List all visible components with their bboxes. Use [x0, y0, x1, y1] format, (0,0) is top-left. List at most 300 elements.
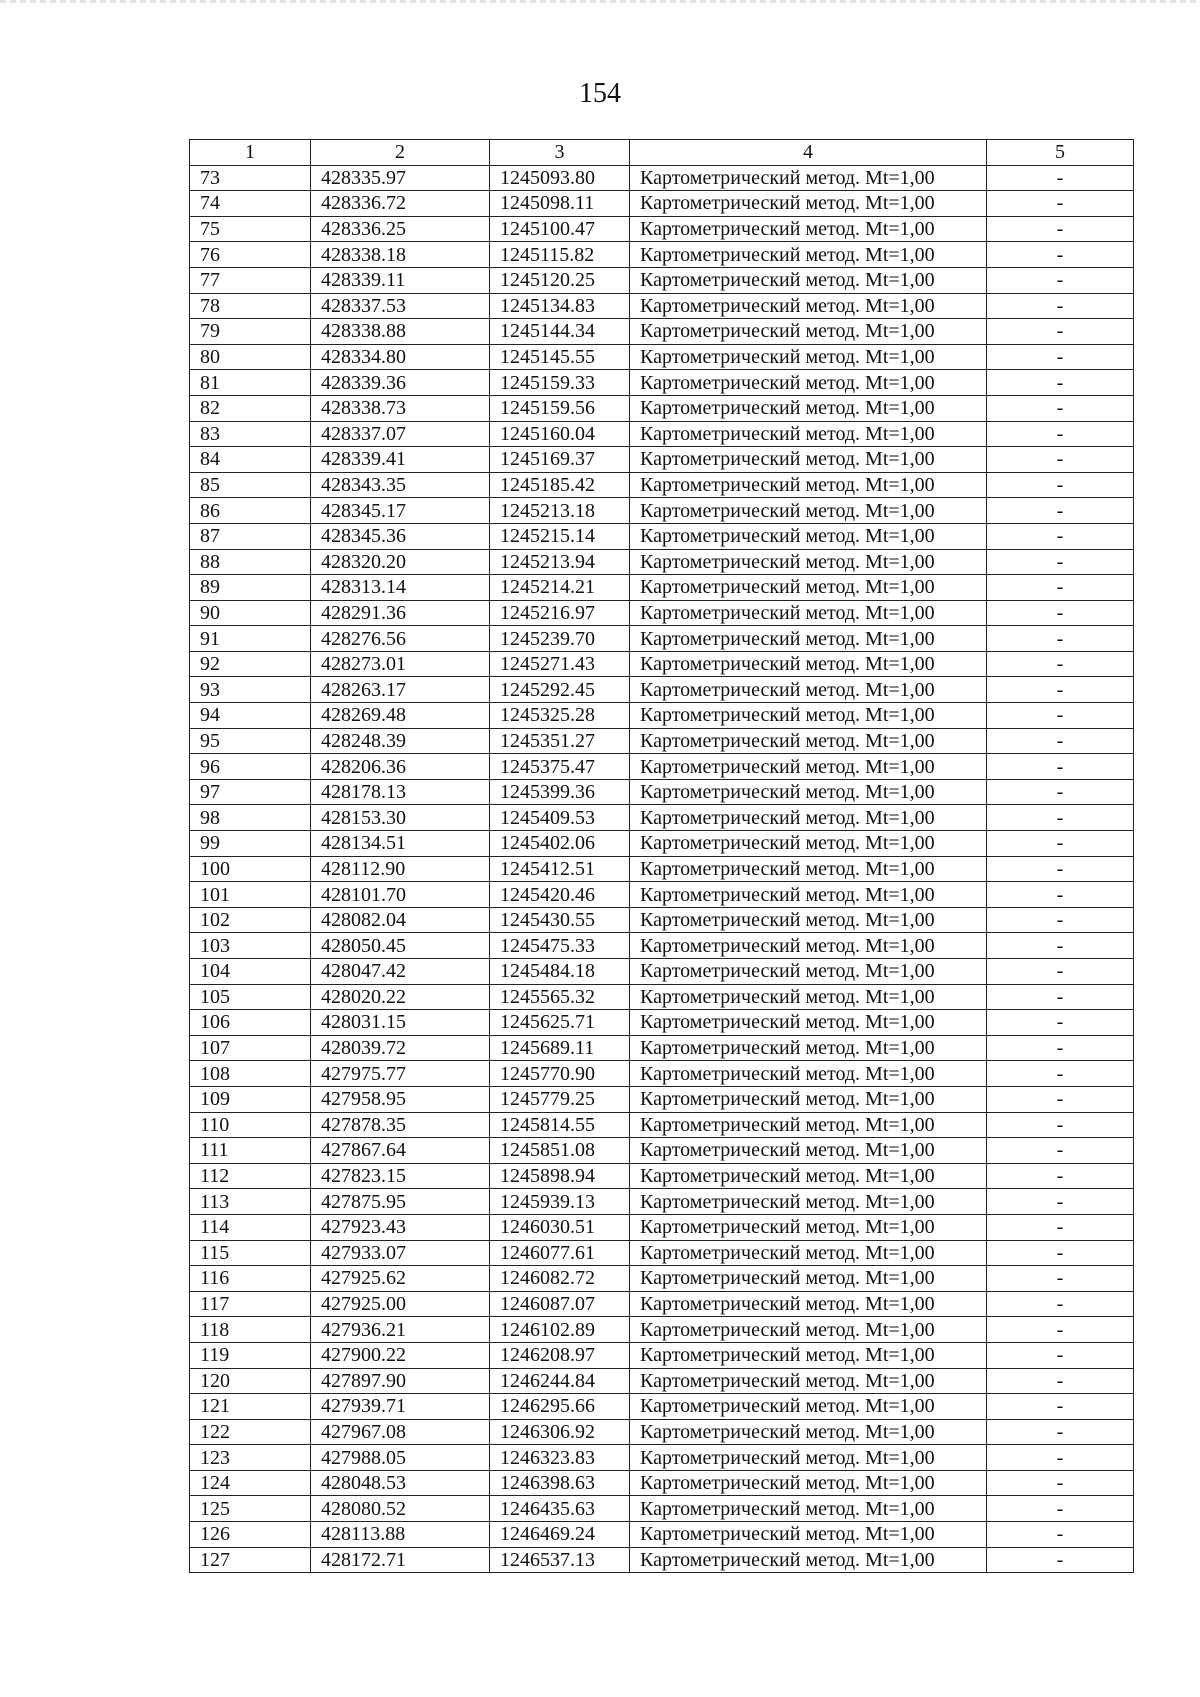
x-coordinate-cell: 428112.90	[311, 856, 490, 882]
x-coordinate-cell: 427897.90	[311, 1368, 490, 1394]
point-number-cell: 101	[190, 882, 311, 908]
y-coordinate-cell: 1245120.25	[490, 267, 630, 293]
method-cell: Картометрический метод. Mt=1,00	[630, 805, 987, 831]
point-number-cell: 116	[190, 1266, 311, 1292]
table-row	[190, 1086, 1134, 1112]
x-coordinate-cell: 428050.45	[311, 933, 490, 959]
method-cell: Картометрический метод. Mt=1,00	[630, 831, 987, 857]
note-cell: -	[987, 1445, 1134, 1471]
point-number-cell: 98	[190, 805, 311, 831]
method-cell: Картометрический метод. Mt=1,00	[630, 933, 987, 959]
x-coordinate-cell: 428178.13	[311, 779, 490, 805]
table-row	[190, 1496, 1134, 1522]
note-cell: -	[987, 984, 1134, 1010]
point-number-cell: 119	[190, 1342, 311, 1368]
header-cell: 1	[190, 140, 311, 166]
x-coordinate-cell: 427939.71	[311, 1394, 490, 1420]
table-row	[190, 831, 1134, 857]
note-cell: -	[987, 1368, 1134, 1394]
y-coordinate-cell: 1245565.32	[490, 984, 630, 1010]
x-coordinate-cell: 428343.35	[311, 472, 490, 498]
page-number: 154	[579, 78, 621, 109]
table-row	[190, 1112, 1134, 1138]
point-number-cell: 94	[190, 703, 311, 729]
method-cell: Картометрический метод. Mt=1,00	[630, 1342, 987, 1368]
y-coordinate-cell: 1245402.06	[490, 831, 630, 857]
table-row	[190, 1394, 1134, 1420]
table-row	[190, 703, 1134, 729]
point-number-cell: 79	[190, 319, 311, 345]
method-cell: Картометрический метод. Mt=1,00	[630, 728, 987, 754]
table-row	[190, 1035, 1134, 1061]
y-coordinate-cell: 1246077.61	[490, 1240, 630, 1266]
point-number-cell: 103	[190, 933, 311, 959]
method-cell: Картометрический метод. Mt=1,00	[630, 293, 987, 319]
point-number-cell: 112	[190, 1163, 311, 1189]
x-coordinate-cell: 428337.53	[311, 293, 490, 319]
method-cell: Картометрический метод. Mt=1,00	[630, 1496, 987, 1522]
table-row	[190, 421, 1134, 447]
point-number-cell: 102	[190, 907, 311, 933]
note-cell: -	[987, 1470, 1134, 1496]
method-cell: Картометрический метод. Mt=1,00	[630, 395, 987, 421]
point-number-cell: 109	[190, 1086, 311, 1112]
point-number-cell: 86	[190, 498, 311, 524]
method-cell: Картометрический метод. Mt=1,00	[630, 1470, 987, 1496]
note-cell: -	[987, 1291, 1134, 1317]
y-coordinate-cell: 1245115.82	[490, 242, 630, 268]
y-coordinate-cell: 1245898.94	[490, 1163, 630, 1189]
note-cell: -	[987, 1547, 1134, 1573]
method-cell: Картометрический метод. Mt=1,00	[630, 1214, 987, 1240]
y-coordinate-cell: 1246295.66	[490, 1394, 630, 1420]
note-cell: -	[987, 472, 1134, 498]
x-coordinate-cell: 428336.25	[311, 216, 490, 242]
y-coordinate-cell: 1245779.25	[490, 1086, 630, 1112]
point-number-cell: 125	[190, 1496, 311, 1522]
x-coordinate-cell: 428345.17	[311, 498, 490, 524]
table-row	[190, 1342, 1134, 1368]
method-cell: Картометрический метод. Mt=1,00	[630, 1112, 987, 1138]
table-row	[190, 779, 1134, 805]
table-row	[190, 447, 1134, 473]
point-number-cell: 99	[190, 831, 311, 857]
method-cell: Картометрический метод. Mt=1,00	[630, 600, 987, 626]
y-coordinate-cell: 1246398.63	[490, 1470, 630, 1496]
note-cell: -	[987, 549, 1134, 575]
x-coordinate-cell: 428291.36	[311, 600, 490, 626]
note-cell: -	[987, 856, 1134, 882]
y-coordinate-cell: 1245292.45	[490, 677, 630, 703]
y-coordinate-cell: 1246102.89	[490, 1317, 630, 1343]
y-coordinate-cell: 1246435.63	[490, 1496, 630, 1522]
method-cell: Картометрический метод. Mt=1,00	[630, 907, 987, 933]
y-coordinate-cell: 1245814.55	[490, 1112, 630, 1138]
x-coordinate-cell: 428153.30	[311, 805, 490, 831]
header-cell: 4	[630, 140, 987, 166]
y-coordinate-cell: 1246082.72	[490, 1266, 630, 1292]
table-row	[190, 1240, 1134, 1266]
point-number-cell: 88	[190, 549, 311, 575]
method-cell: Картометрический метод. Mt=1,00	[630, 267, 987, 293]
table-row	[190, 242, 1134, 268]
note-cell: -	[987, 267, 1134, 293]
y-coordinate-cell: 1245216.97	[490, 600, 630, 626]
note-cell: -	[987, 677, 1134, 703]
note-cell: -	[987, 1035, 1134, 1061]
method-cell: Картометрический метод. Mt=1,00	[630, 984, 987, 1010]
table-row	[190, 1010, 1134, 1036]
x-coordinate-cell: 428345.36	[311, 523, 490, 549]
y-coordinate-cell: 1245239.70	[490, 626, 630, 652]
note-cell: -	[987, 1086, 1134, 1112]
note-cell: -	[987, 600, 1134, 626]
point-number-cell: 124	[190, 1470, 311, 1496]
x-coordinate-cell: 427933.07	[311, 1240, 490, 1266]
note-cell: -	[987, 831, 1134, 857]
table-row	[190, 523, 1134, 549]
point-number-cell: 113	[190, 1189, 311, 1215]
x-coordinate-cell: 428048.53	[311, 1470, 490, 1496]
table-row	[190, 1189, 1134, 1215]
y-coordinate-cell: 1245159.56	[490, 395, 630, 421]
table-header-row	[190, 140, 1134, 166]
y-coordinate-cell: 1245213.18	[490, 498, 630, 524]
note-cell: -	[987, 575, 1134, 601]
point-number-cell: 90	[190, 600, 311, 626]
point-number-cell: 77	[190, 267, 311, 293]
note-cell: -	[987, 395, 1134, 421]
table-row	[190, 984, 1134, 1010]
y-coordinate-cell: 1245412.51	[490, 856, 630, 882]
method-cell: Картометрический метод. Mt=1,00	[630, 1240, 987, 1266]
method-cell: Картометрический метод. Mt=1,00	[630, 1394, 987, 1420]
y-coordinate-cell: 1246087.07	[490, 1291, 630, 1317]
note-cell: -	[987, 344, 1134, 370]
x-coordinate-cell: 428206.36	[311, 754, 490, 780]
y-coordinate-cell: 1245484.18	[490, 959, 630, 985]
y-coordinate-cell: 1245093.80	[490, 165, 630, 191]
note-cell: -	[987, 1138, 1134, 1164]
table-row	[190, 267, 1134, 293]
x-coordinate-cell: 428172.71	[311, 1547, 490, 1573]
note-cell: -	[987, 805, 1134, 831]
note-cell: -	[987, 523, 1134, 549]
note-cell: -	[987, 293, 1134, 319]
method-cell: Картометрический метод. Mt=1,00	[630, 1419, 987, 1445]
y-coordinate-cell: 1245409.53	[490, 805, 630, 831]
x-coordinate-cell: 428337.07	[311, 421, 490, 447]
note-cell: -	[987, 319, 1134, 345]
header-cell: 5	[987, 140, 1134, 166]
y-coordinate-cell: 1246244.84	[490, 1368, 630, 1394]
note-cell: -	[987, 1317, 1134, 1343]
point-number-cell: 92	[190, 651, 311, 677]
note-cell: -	[987, 1496, 1134, 1522]
y-coordinate-cell: 1245939.13	[490, 1189, 630, 1215]
method-cell: Картометрический метод. Mt=1,00	[630, 165, 987, 191]
point-number-cell: 75	[190, 216, 311, 242]
header-cell: 2	[311, 140, 490, 166]
x-coordinate-cell: 428320.20	[311, 549, 490, 575]
point-number-cell: 82	[190, 395, 311, 421]
x-coordinate-cell: 428336.72	[311, 191, 490, 217]
note-cell: -	[987, 1189, 1134, 1215]
table-row	[190, 191, 1134, 217]
x-coordinate-cell: 428031.15	[311, 1010, 490, 1036]
table-row	[190, 882, 1134, 908]
note-cell: -	[987, 1522, 1134, 1548]
note-cell: -	[987, 754, 1134, 780]
point-number-cell: 97	[190, 779, 311, 805]
method-cell: Картометрический метод. Mt=1,00	[630, 703, 987, 729]
point-number-cell: 104	[190, 959, 311, 985]
point-number-cell: 121	[190, 1394, 311, 1420]
table-row	[190, 856, 1134, 882]
x-coordinate-cell: 428047.42	[311, 959, 490, 985]
method-cell: Картометрический метод. Mt=1,00	[630, 549, 987, 575]
table-row	[190, 1368, 1134, 1394]
note-cell: -	[987, 779, 1134, 805]
x-coordinate-cell: 428339.36	[311, 370, 490, 396]
table-row	[190, 1138, 1134, 1164]
note-cell: -	[987, 447, 1134, 473]
y-coordinate-cell: 1245213.94	[490, 549, 630, 575]
method-cell: Картометрический метод. Mt=1,00	[630, 1035, 987, 1061]
x-coordinate-cell: 428276.56	[311, 626, 490, 652]
note-cell: -	[987, 165, 1134, 191]
table-row	[190, 165, 1134, 191]
note-cell: -	[987, 421, 1134, 447]
method-cell: Картометрический метод. Mt=1,00	[630, 1522, 987, 1548]
y-coordinate-cell: 1246469.24	[490, 1522, 630, 1548]
table-row	[190, 600, 1134, 626]
table-row	[190, 626, 1134, 652]
x-coordinate-cell: 428273.01	[311, 651, 490, 677]
x-coordinate-cell: 427900.22	[311, 1342, 490, 1368]
point-number-cell: 89	[190, 575, 311, 601]
x-coordinate-cell: 427867.64	[311, 1138, 490, 1164]
method-cell: Картометрический метод. Mt=1,00	[630, 1189, 987, 1215]
point-number-cell: 118	[190, 1317, 311, 1343]
method-cell: Картометрический метод. Mt=1,00	[630, 447, 987, 473]
table-row	[190, 1061, 1134, 1087]
x-coordinate-cell: 427923.43	[311, 1214, 490, 1240]
table-row	[190, 1522, 1134, 1548]
x-coordinate-cell: 428263.17	[311, 677, 490, 703]
table-row	[190, 395, 1134, 421]
point-number-cell: 114	[190, 1214, 311, 1240]
x-coordinate-cell: 427958.95	[311, 1086, 490, 1112]
point-number-cell: 117	[190, 1291, 311, 1317]
note-cell: -	[987, 959, 1134, 985]
method-cell: Картометрический метод. Mt=1,00	[630, 1266, 987, 1292]
y-coordinate-cell: 1245770.90	[490, 1061, 630, 1087]
y-coordinate-cell: 1245399.36	[490, 779, 630, 805]
note-cell: -	[987, 1214, 1134, 1240]
note-cell: -	[987, 1266, 1134, 1292]
point-number-cell: 115	[190, 1240, 311, 1266]
table-row	[190, 754, 1134, 780]
y-coordinate-cell: 1245375.47	[490, 754, 630, 780]
method-cell: Картометрический метод. Mt=1,00	[630, 575, 987, 601]
table-row	[190, 1470, 1134, 1496]
x-coordinate-cell: 427878.35	[311, 1112, 490, 1138]
x-coordinate-cell: 427967.08	[311, 1419, 490, 1445]
point-number-cell: 127	[190, 1547, 311, 1573]
y-coordinate-cell: 1246323.83	[490, 1445, 630, 1471]
table-row	[190, 216, 1134, 242]
point-number-cell: 74	[190, 191, 311, 217]
y-coordinate-cell: 1245185.42	[490, 472, 630, 498]
x-coordinate-cell: 427875.95	[311, 1189, 490, 1215]
table-row	[190, 907, 1134, 933]
table-row	[190, 651, 1134, 677]
y-coordinate-cell: 1245625.71	[490, 1010, 630, 1036]
point-number-cell: 83	[190, 421, 311, 447]
table-row	[190, 1547, 1134, 1573]
point-number-cell: 106	[190, 1010, 311, 1036]
table-row	[190, 728, 1134, 754]
point-number-cell: 80	[190, 344, 311, 370]
y-coordinate-cell: 1245689.11	[490, 1035, 630, 1061]
note-cell: -	[987, 242, 1134, 268]
coordinates-table	[189, 139, 1134, 1573]
method-cell: Картометрический метод. Mt=1,00	[630, 1317, 987, 1343]
x-coordinate-cell: 427823.15	[311, 1163, 490, 1189]
note-cell: -	[987, 1419, 1134, 1445]
table-row	[190, 575, 1134, 601]
y-coordinate-cell: 1245430.55	[490, 907, 630, 933]
y-coordinate-cell: 1245098.11	[490, 191, 630, 217]
method-cell: Картометрический метод. Mt=1,00	[630, 319, 987, 345]
y-coordinate-cell: 1245271.43	[490, 651, 630, 677]
y-coordinate-cell: 1245325.28	[490, 703, 630, 729]
point-number-cell: 108	[190, 1061, 311, 1087]
x-coordinate-cell: 428338.73	[311, 395, 490, 421]
note-cell: -	[987, 1240, 1134, 1266]
method-cell: Картометрический метод. Mt=1,00	[630, 1010, 987, 1036]
point-number-cell: 73	[190, 165, 311, 191]
x-coordinate-cell: 428339.11	[311, 267, 490, 293]
table-row	[190, 805, 1134, 831]
method-cell: Картометрический метод. Mt=1,00	[630, 1163, 987, 1189]
y-coordinate-cell: 1245475.33	[490, 933, 630, 959]
x-coordinate-cell: 428338.18	[311, 242, 490, 268]
note-cell: -	[987, 191, 1134, 217]
method-cell: Картометрический метод. Mt=1,00	[630, 1086, 987, 1112]
table-row	[190, 933, 1134, 959]
note-cell: -	[987, 907, 1134, 933]
y-coordinate-cell: 1245169.37	[490, 447, 630, 473]
x-coordinate-cell: 427988.05	[311, 1445, 490, 1471]
point-number-cell: 91	[190, 626, 311, 652]
point-number-cell: 123	[190, 1445, 311, 1471]
point-number-cell: 100	[190, 856, 311, 882]
method-cell: Картометрический метод. Mt=1,00	[630, 370, 987, 396]
table-row	[190, 472, 1134, 498]
y-coordinate-cell: 1245100.47	[490, 216, 630, 242]
y-coordinate-cell: 1245351.27	[490, 728, 630, 754]
method-cell: Картометрический метод. Mt=1,00	[630, 754, 987, 780]
x-coordinate-cell: 427925.00	[311, 1291, 490, 1317]
point-number-cell: 107	[190, 1035, 311, 1061]
method-cell: Картометрический метод. Mt=1,00	[630, 191, 987, 217]
table-row	[190, 1214, 1134, 1240]
table-row	[190, 370, 1134, 396]
point-number-cell: 76	[190, 242, 311, 268]
point-number-cell: 95	[190, 728, 311, 754]
note-cell: -	[987, 933, 1134, 959]
x-coordinate-cell: 428339.41	[311, 447, 490, 473]
y-coordinate-cell: 1246537.13	[490, 1547, 630, 1573]
method-cell: Картометрический метод. Mt=1,00	[630, 472, 987, 498]
x-coordinate-cell: 427936.21	[311, 1317, 490, 1343]
point-number-cell: 105	[190, 984, 311, 1010]
table-row	[190, 1291, 1134, 1317]
method-cell: Картометрический метод. Mt=1,00	[630, 1368, 987, 1394]
x-coordinate-cell: 428269.48	[311, 703, 490, 729]
y-coordinate-cell: 1245160.04	[490, 421, 630, 447]
x-coordinate-cell: 428020.22	[311, 984, 490, 1010]
point-number-cell: 85	[190, 472, 311, 498]
method-cell: Картометрический метод. Mt=1,00	[630, 626, 987, 652]
y-coordinate-cell: 1245145.55	[490, 344, 630, 370]
table-row	[190, 959, 1134, 985]
method-cell: Картометрический метод. Mt=1,00	[630, 523, 987, 549]
scan-edge-artifact	[0, 0, 1200, 3]
method-cell: Картометрический метод. Mt=1,00	[630, 1445, 987, 1471]
note-cell: -	[987, 626, 1134, 652]
note-cell: -	[987, 1394, 1134, 1420]
point-number-cell: 81	[190, 370, 311, 396]
header-cell: 3	[490, 140, 630, 166]
x-coordinate-cell: 428334.80	[311, 344, 490, 370]
note-cell: -	[987, 1163, 1134, 1189]
method-cell: Картометрический метод. Mt=1,00	[630, 344, 987, 370]
note-cell: -	[987, 882, 1134, 908]
note-cell: -	[987, 651, 1134, 677]
x-coordinate-cell: 427975.77	[311, 1061, 490, 1087]
note-cell: -	[987, 498, 1134, 524]
method-cell: Картометрический метод. Mt=1,00	[630, 216, 987, 242]
note-cell: -	[987, 370, 1134, 396]
point-number-cell: 78	[190, 293, 311, 319]
y-coordinate-cell: 1246030.51	[490, 1214, 630, 1240]
y-coordinate-cell: 1246208.97	[490, 1342, 630, 1368]
point-number-cell: 126	[190, 1522, 311, 1548]
table-row	[190, 677, 1134, 703]
method-cell: Картометрический метод. Mt=1,00	[630, 242, 987, 268]
x-coordinate-cell: 428082.04	[311, 907, 490, 933]
note-cell: -	[987, 703, 1134, 729]
table-row	[190, 498, 1134, 524]
method-cell: Картометрический метод. Mt=1,00	[630, 651, 987, 677]
note-cell: -	[987, 1061, 1134, 1087]
method-cell: Картометрический метод. Mt=1,00	[630, 1061, 987, 1087]
method-cell: Картометрический метод. Mt=1,00	[630, 959, 987, 985]
point-number-cell: 96	[190, 754, 311, 780]
y-coordinate-cell: 1245214.21	[490, 575, 630, 601]
x-coordinate-cell: 428313.14	[311, 575, 490, 601]
method-cell: Картометрический метод. Mt=1,00	[630, 856, 987, 882]
note-cell: -	[987, 216, 1134, 242]
y-coordinate-cell: 1245215.14	[490, 523, 630, 549]
y-coordinate-cell: 1245144.34	[490, 319, 630, 345]
method-cell: Картометрический метод. Mt=1,00	[630, 1291, 987, 1317]
point-number-cell: 111	[190, 1138, 311, 1164]
method-cell: Картометрический метод. Mt=1,00	[630, 882, 987, 908]
